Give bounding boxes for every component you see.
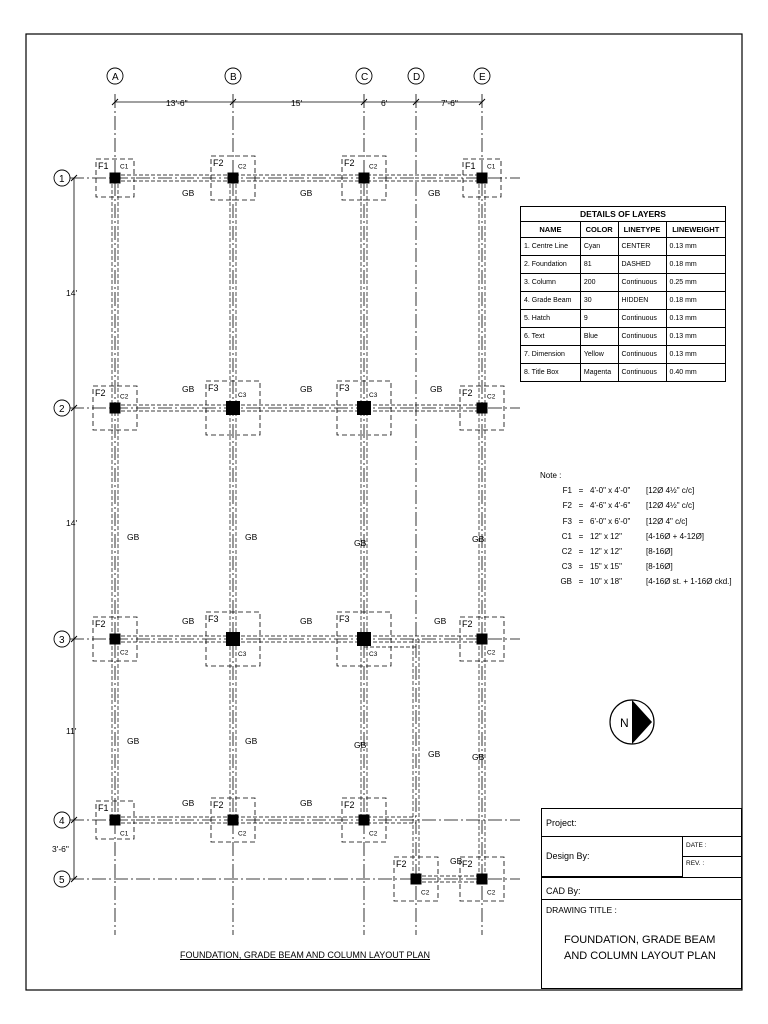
column-label: C2 [369, 830, 378, 838]
note-size: 15" x 15" [590, 562, 622, 572]
note-key: C2 [561, 547, 572, 557]
grid-bubble-label: E [479, 72, 486, 83]
tb-rev-label: REV. : [686, 860, 705, 867]
tb-title-line1: FOUNDATION, GRADE BEAM [564, 934, 716, 946]
note-detail: [12Ø 4" c/c] [646, 516, 688, 526]
note-item [542, 544, 732, 559]
grade-beam-label: GB [354, 740, 367, 750]
column-marker [226, 632, 240, 646]
grid-bubble-label: 5 [59, 875, 65, 886]
tb-date-cell [683, 837, 741, 857]
tb-cad-cell [542, 877, 741, 900]
dimension-label: 14' [66, 518, 78, 528]
grade-beam-label: GB [182, 188, 195, 198]
column-marker [228, 815, 239, 826]
column-label: C2 [487, 649, 496, 657]
cell: 1. Centre Line [521, 238, 581, 256]
footing-label: F3 [339, 614, 350, 624]
cell: 0.40 mm [666, 364, 725, 382]
table-row [521, 364, 726, 382]
column-marker [477, 634, 488, 645]
note-size: 10" x 18" [590, 577, 622, 587]
note-size: 12" x 12" [590, 531, 622, 541]
grade-beam-label: GB [428, 749, 441, 759]
grade-beams [112, 175, 485, 882]
cell: 7. Dimension [521, 346, 581, 364]
table-row [521, 274, 726, 292]
note-detail: [8-16Ø] [646, 547, 673, 557]
table-row [521, 310, 726, 328]
footing-label: F1 [465, 161, 476, 171]
grade-beam-label: GB [300, 616, 313, 626]
footing-label: F3 [339, 383, 350, 393]
cell: 0.25 mm [666, 274, 725, 292]
north-arrow [610, 700, 654, 744]
grade-beam-label: GB [428, 188, 441, 198]
grade-beam-label: GB [472, 534, 485, 544]
grade-beam-label: GB [300, 188, 313, 198]
cell: Blue [580, 328, 618, 346]
grid-bubbles [54, 68, 490, 887]
column-marker [110, 173, 121, 184]
note-size: 6'-0" x 6'-0" [590, 516, 631, 526]
grid-bubble-label: 2 [59, 404, 65, 415]
grid-centerlines [70, 94, 520, 935]
note-key: F1 [562, 486, 572, 496]
cell: 0.13 mm [666, 238, 725, 256]
note-detail: [4-16Ø + 4-12Ø] [646, 531, 705, 541]
cell: 0.13 mm [666, 346, 725, 364]
layers-col-color: COLOR [580, 222, 618, 238]
cell: Continuous [618, 274, 666, 292]
note-detail: [8-16Ø] [646, 562, 673, 572]
column-label: C1 [120, 163, 129, 171]
note-item [542, 483, 732, 498]
north-arrow-label: N [620, 716, 629, 730]
footing-label: F1 [98, 803, 109, 813]
note-detail: [4-16Ø st. + 1-16Ø ckd.] [646, 577, 732, 587]
note-key: C3 [561, 562, 572, 572]
footing-label: F2 [95, 388, 106, 398]
cell: 4. Grade Beam [521, 292, 581, 310]
table-row [521, 238, 726, 256]
footing-label: F2 [462, 388, 473, 398]
cell: 8. Title Box [521, 364, 581, 382]
tb-date-label: DATE : [686, 842, 707, 849]
tb-design-cell [542, 837, 683, 877]
cell: 3. Column [521, 274, 581, 292]
cell: 200 [580, 274, 618, 292]
column-label: C3 [369, 392, 378, 399]
grid-bubble-label: 4 [59, 816, 65, 827]
note-item [542, 514, 732, 529]
cell: Magenta [580, 364, 618, 382]
tb-title-line2: AND COLUMN LAYOUT PLAN [564, 950, 716, 962]
column-marker [359, 815, 370, 826]
column-label: C1 [487, 163, 496, 171]
note-size: 12" x 12" [590, 547, 622, 557]
note-detail: [12Ø 4½" c/c] [646, 486, 695, 496]
cell: 0.13 mm [666, 328, 725, 346]
column-label: C2 [421, 889, 430, 897]
dimension-label: 13'-6" [166, 98, 188, 108]
notes-heading: Note : [540, 471, 562, 480]
title-block [541, 808, 742, 989]
note-size: 4'-0" x 4'-0" [590, 486, 631, 496]
column-marker [357, 401, 371, 415]
cell: 0.18 mm [666, 292, 725, 310]
cell: HIDDEN [618, 292, 666, 310]
tb-title-cell [542, 900, 741, 988]
table-row [521, 256, 726, 274]
column-label: C3 [238, 392, 247, 399]
tb-project-label: Project: [546, 818, 577, 828]
grid-bubble-label: C [361, 72, 369, 83]
note-item [542, 559, 732, 574]
cell: Continuous [618, 364, 666, 382]
cell: Continuous [618, 328, 666, 346]
column-label: C3 [238, 651, 247, 658]
footing-label: F2 [462, 619, 473, 629]
note-item [542, 574, 732, 589]
dimension-label: 6' [381, 98, 388, 108]
cell: 30 [580, 292, 618, 310]
note-eq: = [578, 501, 584, 511]
column-label: C2 [238, 163, 247, 171]
note-eq: = [578, 486, 584, 496]
cell: 0.13 mm [666, 310, 725, 328]
cell: Continuous [618, 346, 666, 364]
tb-title-label: DRAWING TITLE : [546, 905, 617, 915]
note-eq: = [578, 531, 584, 541]
layers-table [520, 206, 726, 382]
cell: CENTER [618, 238, 666, 256]
footing-label: F2 [396, 859, 407, 869]
grade-beam-label: GB [182, 798, 195, 808]
column-marker [359, 173, 370, 184]
grade-beam-label: GB [354, 538, 367, 548]
column-marker [228, 173, 239, 184]
tb-rev-cell [683, 857, 741, 877]
grade-beam-label: GB [430, 384, 443, 394]
grade-beam-label: GB [300, 384, 313, 394]
column-marker [477, 403, 488, 414]
grade-beam-label: GB [127, 532, 140, 542]
note-eq: = [578, 577, 584, 587]
dimension-lines [52, 98, 485, 882]
grade-beam-label: GB [245, 736, 258, 746]
table-row [521, 328, 726, 346]
footing-label: F2 [462, 859, 473, 869]
grade-beam-label: GB [127, 736, 140, 746]
grade-beam-label: GB [245, 532, 258, 542]
cell: 9 [580, 310, 618, 328]
note-eq: = [578, 547, 584, 557]
grid-bubble-label: 3 [59, 635, 65, 646]
note-key: F3 [562, 516, 572, 526]
cell: 6. Text [521, 328, 581, 346]
note-key: F2 [562, 501, 572, 511]
note-detail: [12Ø 4½" c/c] [646, 501, 695, 511]
grid-bubble-label: D [413, 72, 421, 83]
cell: 2. Foundation [521, 256, 581, 274]
column-label: C1 [120, 830, 129, 838]
footing-label: F2 [213, 800, 224, 810]
column-label: C2 [238, 830, 247, 838]
dimension-label: 7'-6" [441, 98, 458, 108]
grid-bubble-label: 1 [59, 174, 65, 185]
cell: 0.18 mm [666, 256, 725, 274]
dimension-label: 3'-6" [52, 844, 69, 854]
note-eq: = [578, 516, 584, 526]
column-label: C2 [369, 163, 378, 171]
cell: 81 [580, 256, 618, 274]
column-marker [110, 815, 121, 826]
notes-block [542, 468, 732, 590]
footing-label: F2 [344, 158, 355, 168]
column-marker [226, 401, 240, 415]
column-label: C2 [487, 393, 496, 401]
grade-beam-label: GB [182, 616, 195, 626]
column-marker [357, 632, 371, 646]
footing-label: F1 [98, 161, 109, 171]
dimension-label: 11' [66, 726, 77, 736]
column-label: C2 [120, 393, 129, 401]
footing-label: F2 [95, 619, 106, 629]
note-item [542, 529, 732, 544]
cell: 5. Hatch [521, 310, 581, 328]
footing-label: F2 [213, 158, 224, 168]
grid-bubble-label: B [230, 72, 237, 83]
column-marker [477, 173, 488, 184]
grade-beam-label: GB [450, 856, 463, 866]
column-label: C3 [369, 651, 378, 658]
column-label: C2 [487, 889, 496, 897]
layers-col-lineweight: LINEWEIGHT [666, 222, 725, 238]
column-marker [110, 403, 121, 414]
layers-table-title: DETAILS OF LAYERS [521, 207, 726, 222]
table-row [521, 346, 726, 364]
grid-bubble-label: A [112, 72, 119, 83]
column-marker [110, 634, 121, 645]
dimension-label: 15' [291, 98, 303, 108]
cell: Continuous [618, 310, 666, 328]
layers-col-linetype: LINETYPE [618, 222, 666, 238]
column-marker [411, 874, 422, 885]
column-marker [477, 874, 488, 885]
footings [93, 156, 504, 901]
footing-label: F3 [208, 614, 219, 624]
column-label: C2 [120, 649, 129, 657]
tb-design-label: Design By: [546, 851, 590, 861]
note-key: C1 [561, 531, 572, 541]
grade-beam-label: GB [182, 384, 195, 394]
cell: Yellow [580, 346, 618, 364]
cell: Cyan [580, 238, 618, 256]
note-item [542, 498, 732, 513]
note-key: GB [560, 577, 572, 587]
tb-project-cell [542, 809, 741, 837]
layers-col-name: NAME [521, 222, 581, 238]
table-row [521, 292, 726, 310]
cell: DASHED [618, 256, 666, 274]
note-eq: = [578, 562, 584, 572]
footing-label: F3 [208, 383, 219, 393]
footing-label: F2 [344, 800, 355, 810]
plan-title: FOUNDATION, GRADE BEAM AND COLUMN LAYOUT PLAN [180, 950, 431, 960]
dimension-label: 14' [66, 288, 78, 298]
tb-cad-label: CAD By: [546, 886, 581, 896]
grade-beam-label: GB [300, 798, 313, 808]
note-size: 4'-6" x 4'-6" [590, 501, 631, 511]
grade-beam-label: GB [472, 752, 485, 762]
grade-beam-label: GB [434, 616, 447, 626]
